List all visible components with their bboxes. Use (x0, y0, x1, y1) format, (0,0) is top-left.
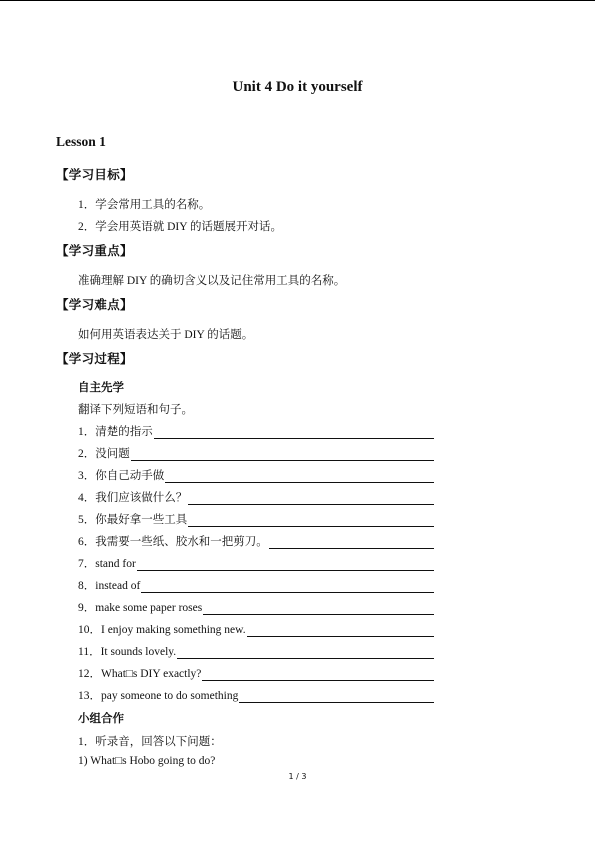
difficulties-text: 如何用英语表达关于 DIY 的话题。 (78, 329, 254, 341)
exercise-prompt: 9．make some paper roses (78, 602, 203, 614)
exercise-prompt: 3．你自己动手做 (78, 470, 165, 482)
exercise-prompt: 11．It sounds lovely. (78, 646, 177, 658)
exercise-prompt: 2．没问题 (78, 448, 130, 460)
exercise-row (78, 511, 434, 527)
exercise-prompt: 4．我们应该做什么？ (78, 492, 188, 504)
exercise-row (78, 599, 434, 615)
objectives-heading: 【学习目标】 (56, 167, 133, 182)
exercise-row (78, 423, 434, 439)
answer-blank[interactable] (137, 560, 434, 571)
exercise-row (78, 489, 434, 505)
exercise-prompt: 12．What□s DIY exactly? (78, 668, 202, 680)
answer-blank[interactable] (154, 428, 434, 439)
objective-item: 2．学会用英语就 DIY 的话题展开对话。 (78, 221, 283, 233)
answer-blank[interactable] (141, 582, 434, 593)
exercise-prompt: 13．pay someone to do something (78, 690, 239, 702)
exercise-prompt: 1．清楚的指示 (78, 426, 153, 438)
exercise-prompt: 8．instead of (78, 580, 141, 592)
answer-blank[interactable] (177, 648, 434, 659)
self-study-instruction: 翻译下列短语和句子。 (78, 404, 193, 416)
page-title: Unit 4 Do it yourself (232, 79, 363, 95)
answer-blank[interactable] (269, 538, 434, 549)
answer-blank[interactable] (131, 450, 434, 461)
answer-blank[interactable] (202, 670, 434, 681)
group-work-subheading: 小组合作 (78, 711, 124, 725)
exercise-prompt: 5．你最好拿一些工具 (78, 514, 188, 526)
answer-blank[interactable] (203, 604, 434, 615)
answer-blank[interactable] (188, 494, 434, 505)
top-rule (0, 0, 595, 1)
answer-blank[interactable] (165, 472, 434, 483)
answer-blank[interactable] (247, 626, 434, 637)
self-study-subheading: 自主先学 (78, 380, 124, 394)
page-number: 1 / 3 (288, 772, 307, 781)
answer-blank[interactable] (188, 516, 434, 527)
exercise-prompt: 10．I enjoy making something new. (78, 624, 246, 636)
answer-blank[interactable] (239, 692, 434, 703)
group-work-question: 1) What□s Hobo going to do? (78, 755, 216, 767)
difficulties-heading: 【学习难点】 (56, 297, 133, 312)
exercise-row (78, 577, 434, 593)
exercise-row (78, 643, 434, 659)
key-points-heading: 【学习重点】 (56, 243, 133, 258)
exercise-row (78, 445, 434, 461)
exercise-row (78, 555, 434, 571)
exercise-row (78, 533, 434, 549)
objective-item: 1．学会常用工具的名称。 (78, 199, 211, 211)
group-work-instruction: 1．听录音，回答以下问题： (78, 736, 222, 748)
exercise-row (78, 467, 434, 483)
key-points-text: 准确理解 DIY 的确切含义以及记住常用工具的名称。 (78, 275, 346, 287)
exercise-row (78, 621, 434, 637)
process-heading: 【学习过程】 (56, 351, 133, 366)
exercise-row (78, 687, 434, 703)
exercise-prompt: 7．stand for (78, 558, 136, 570)
exercise-prompt: 6．我需要一些纸、胶水和一把剪刀。 (78, 536, 268, 548)
exercise-row (78, 665, 434, 681)
lesson-label: Lesson 1 (56, 134, 106, 149)
